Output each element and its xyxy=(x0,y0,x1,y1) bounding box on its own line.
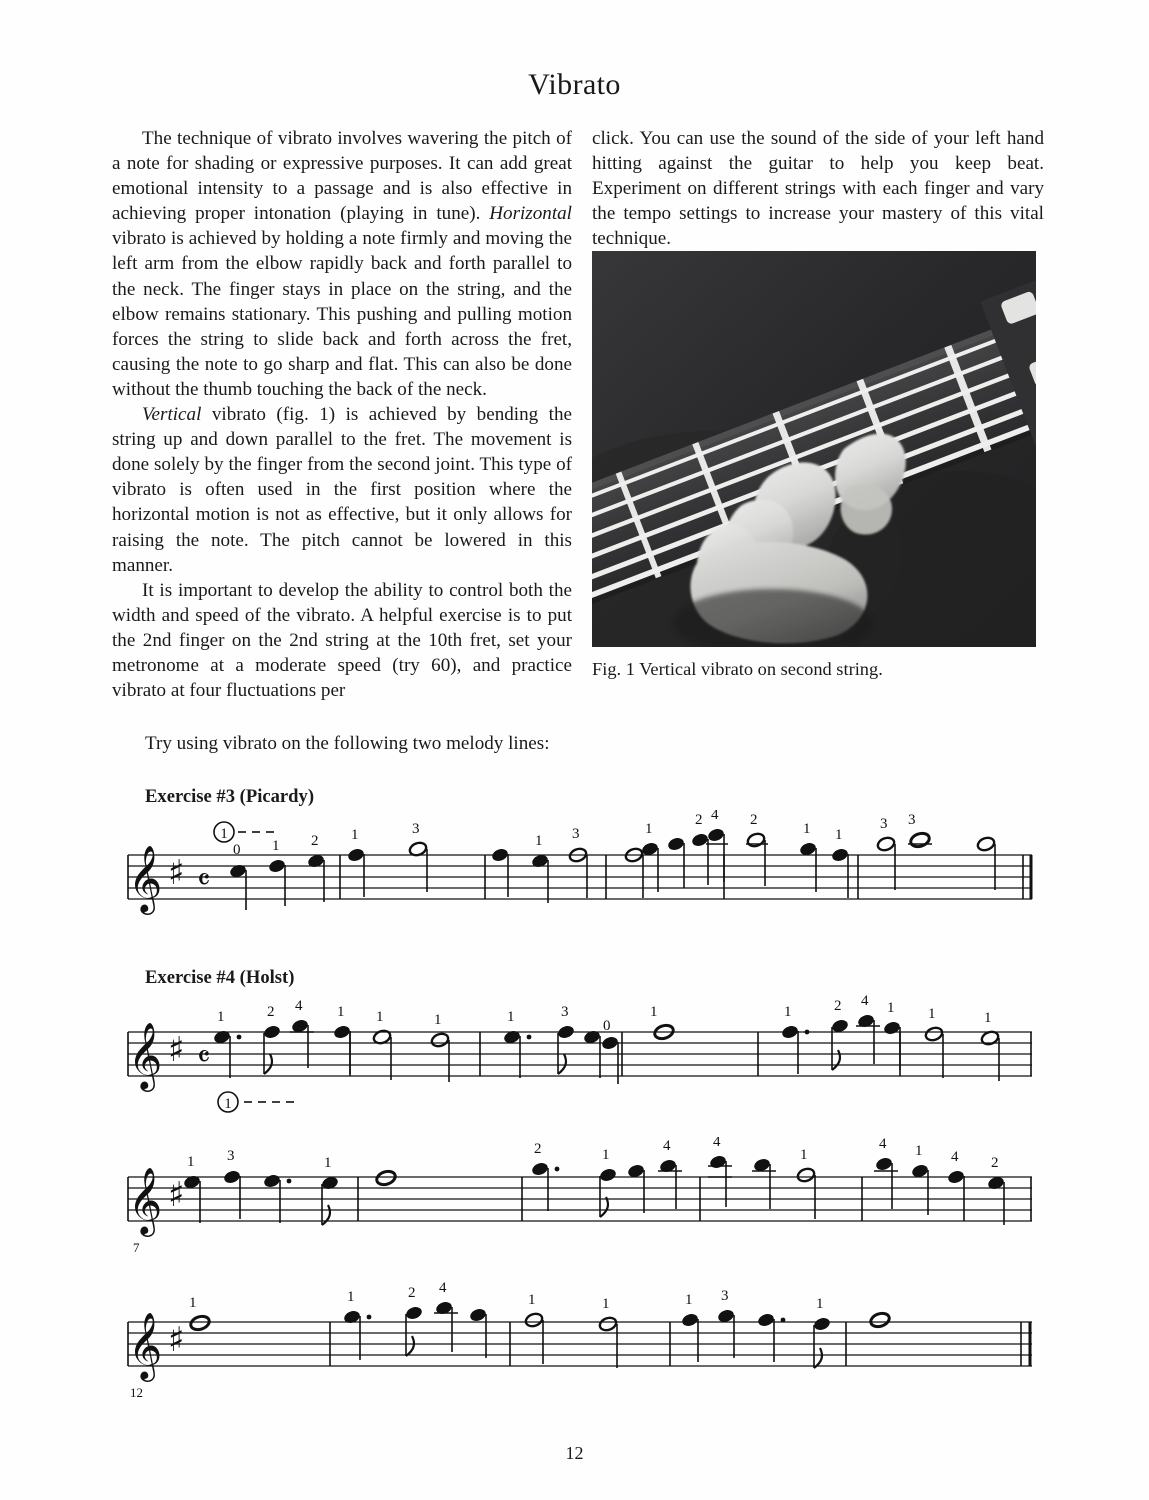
key-signature-sharp-icon: ♯ xyxy=(168,1175,185,1215)
svg-text:1: 1 xyxy=(324,1155,332,1171)
position-marker-1-below xyxy=(218,1092,294,1112)
notes-measure-10 xyxy=(708,1137,816,1219)
svg-text:1: 1 xyxy=(347,1289,355,1305)
svg-text:1: 1 xyxy=(645,821,653,837)
notes-measure-8 xyxy=(375,1169,397,1187)
svg-text:0: 0 xyxy=(603,1018,611,1034)
svg-text:2: 2 xyxy=(534,1141,542,1157)
exercises-lead-in-text: Try using vibrato on the following two melody lines: xyxy=(145,733,550,754)
notes-measure-11 xyxy=(874,1137,1005,1225)
svg-text:2: 2 xyxy=(750,812,758,828)
paragraph-2-text: vibrato (fig. 1) is achieved by bending the string up and down parallel to the fret. The movement is done solely by the finger from the second joint. This type of vibrato is often used in the first position where the horizontal motion is not as effective, but it only allows for raising the note. The pitch cannot be lowered in this manner. xyxy=(112,404,572,576)
svg-text:3: 3 xyxy=(412,821,420,837)
paragraph-4: click. You can use the sound of the side of your left hand hitting against the guitar to help you keep beat. Experiment on different strings with each finger and vary the tempo settings to increase your mastery of this vital technique. xyxy=(592,128,1044,250)
notes-measure-3 xyxy=(503,1004,620,1084)
svg-text:3: 3 xyxy=(721,1288,729,1304)
music-system-1 xyxy=(0,810,1149,960)
notes-measure-13 xyxy=(343,1282,488,1360)
svg-text:1: 1 xyxy=(803,821,811,837)
notes-measure-6 xyxy=(876,812,996,890)
staff-notation-1 xyxy=(0,810,1149,960)
svg-text:4: 4 xyxy=(663,1138,671,1154)
paragraph-2 xyxy=(112,402,572,578)
vibrato-photograph xyxy=(592,251,1036,647)
staff-notation-4 xyxy=(0,1282,1149,1432)
svg-text:1: 1 xyxy=(915,1143,923,1159)
notes-measure-14 xyxy=(524,1292,618,1368)
music-system-3 xyxy=(0,1137,1149,1287)
svg-text:1: 1 xyxy=(187,1154,195,1170)
svg-text:2: 2 xyxy=(408,1285,416,1301)
key-signature-sharp-icon: ♯ xyxy=(168,853,185,893)
svg-text:1: 1 xyxy=(928,1006,936,1022)
treble-clef-icon: 𝄞 xyxy=(128,844,163,912)
svg-text:0: 0 xyxy=(233,842,241,858)
exercise-4-title: Exercise #4 (Holst) xyxy=(145,967,295,988)
svg-text:1: 1 xyxy=(535,833,543,849)
notes-measure-4 xyxy=(650,1004,675,1041)
notes-measure-2 xyxy=(372,1009,450,1082)
staff-notation-3 xyxy=(0,1137,1149,1287)
vertical-emphasis: Vertical xyxy=(142,404,202,426)
svg-text:1: 1 xyxy=(650,1004,658,1020)
svg-text:1: 1 xyxy=(507,1009,515,1025)
svg-text:1: 1 xyxy=(800,1147,808,1163)
common-time-signature-icon: 𝄴 xyxy=(197,863,211,898)
svg-text:3: 3 xyxy=(561,1004,569,1020)
treble-clef-icon: 𝄞 xyxy=(128,1166,163,1234)
svg-text:1: 1 xyxy=(217,1009,225,1025)
treble-clef-icon: 𝄞 xyxy=(128,1021,163,1089)
svg-text:2: 2 xyxy=(834,998,842,1014)
svg-text:1: 1 xyxy=(220,826,228,842)
paragraph-1 xyxy=(112,126,572,402)
notes-measure-16 xyxy=(869,1311,891,1329)
svg-text:4: 4 xyxy=(713,1137,721,1150)
svg-text:4: 4 xyxy=(951,1149,959,1165)
music-system-2 xyxy=(0,992,1149,1142)
svg-text:1: 1 xyxy=(224,1096,232,1112)
svg-text:1: 1 xyxy=(816,1296,824,1312)
svg-text:4: 4 xyxy=(295,998,303,1014)
notes-measure-2 xyxy=(347,821,428,897)
guitar-neck-photo-illustration xyxy=(592,251,1036,647)
svg-text:1: 1 xyxy=(685,1292,693,1308)
svg-text:4: 4 xyxy=(439,1282,447,1296)
paragraph-1-part-b: vibrato is achieved by holding a note firmly and moving the left arm from the elbow rapidly back and forth parallel to the neck. The finger stays in place on the string, and the elbow remains stationary. This pushing and pulling motion forces the string to slide back and forth across the fret, causing the note to go sharp and flat. This can also be done without the thumb touching the back of the neck. xyxy=(112,228,572,400)
svg-text:1: 1 xyxy=(351,827,359,843)
music-system-4 xyxy=(0,1282,1149,1432)
notes-measure-4 xyxy=(624,810,728,898)
svg-text:1: 1 xyxy=(189,1295,197,1311)
staff-notation-2 xyxy=(0,992,1149,1142)
common-time-signature-icon: 𝄴 xyxy=(197,1040,211,1075)
svg-text:3: 3 xyxy=(880,816,888,832)
svg-text:3: 3 xyxy=(908,812,916,828)
svg-text:1: 1 xyxy=(835,827,843,843)
notes-measure-15 xyxy=(681,1288,832,1368)
svg-text:4: 4 xyxy=(879,1137,887,1152)
svg-text:3: 3 xyxy=(572,826,580,842)
svg-text:2: 2 xyxy=(991,1155,999,1171)
svg-text:1: 1 xyxy=(272,838,280,854)
position-marker-1 xyxy=(214,822,274,842)
exercise-3-title: Exercise #3 (Picardy) xyxy=(145,786,315,807)
svg-text:2: 2 xyxy=(267,1004,275,1020)
svg-text:4: 4 xyxy=(861,993,869,1009)
svg-text:1: 1 xyxy=(337,1004,345,1020)
figure-caption: Fig. 1 Vertical vibrato on second string. xyxy=(592,659,883,679)
svg-text:3: 3 xyxy=(227,1148,235,1164)
svg-text:1: 1 xyxy=(434,1012,442,1028)
svg-text:4: 4 xyxy=(711,810,719,823)
notes-measure-3 xyxy=(491,826,588,903)
measure-number-12: 12 xyxy=(130,1385,143,1400)
body-text-left-column xyxy=(112,126,572,703)
paragraph-1-part-a: The technique of vibrato involves wavering the pitch of a note for shading or expressive purposes. It can add great emotional intensity to a passage and is also effective in achieving proper intonation (playing in tune). xyxy=(112,128,572,225)
svg-text:1: 1 xyxy=(602,1296,610,1312)
body-text-right-column xyxy=(592,126,1044,251)
svg-text:1: 1 xyxy=(528,1292,536,1308)
notes-measure-7 xyxy=(183,1148,340,1225)
key-signature-sharp-icon: ♯ xyxy=(168,1320,185,1360)
notes-measure-5 xyxy=(781,993,902,1074)
svg-text:1: 1 xyxy=(602,1147,610,1163)
page-title: Vibrato xyxy=(528,68,621,101)
svg-text:1: 1 xyxy=(887,1000,895,1016)
svg-text:2: 2 xyxy=(695,812,703,828)
svg-text:2: 2 xyxy=(311,833,319,849)
horizontal-emphasis: Horizontal xyxy=(489,203,572,225)
figure-1 xyxy=(592,251,1036,680)
measure-number-7: 7 xyxy=(133,1240,140,1255)
svg-text:1: 1 xyxy=(984,1010,992,1026)
svg-text:1: 1 xyxy=(376,1009,384,1025)
notes-measure-12 xyxy=(189,1295,211,1332)
paragraph-3: It is important to develop the ability to control both the width and speed of the vibrato. A helpful exercise is to put the 2nd finger on the 2nd string at the 10th fret, set your metronome at a moderate speed (try 60), and practice vibrato at four fluctuations per xyxy=(112,579,572,702)
treble-clef-icon: 𝄞 xyxy=(128,1311,163,1379)
notes-measure-1 xyxy=(213,998,352,1078)
page-number: 12 xyxy=(565,1443,584,1463)
svg-text:1: 1 xyxy=(784,1004,792,1020)
key-signature-sharp-icon: ♯ xyxy=(168,1030,185,1070)
